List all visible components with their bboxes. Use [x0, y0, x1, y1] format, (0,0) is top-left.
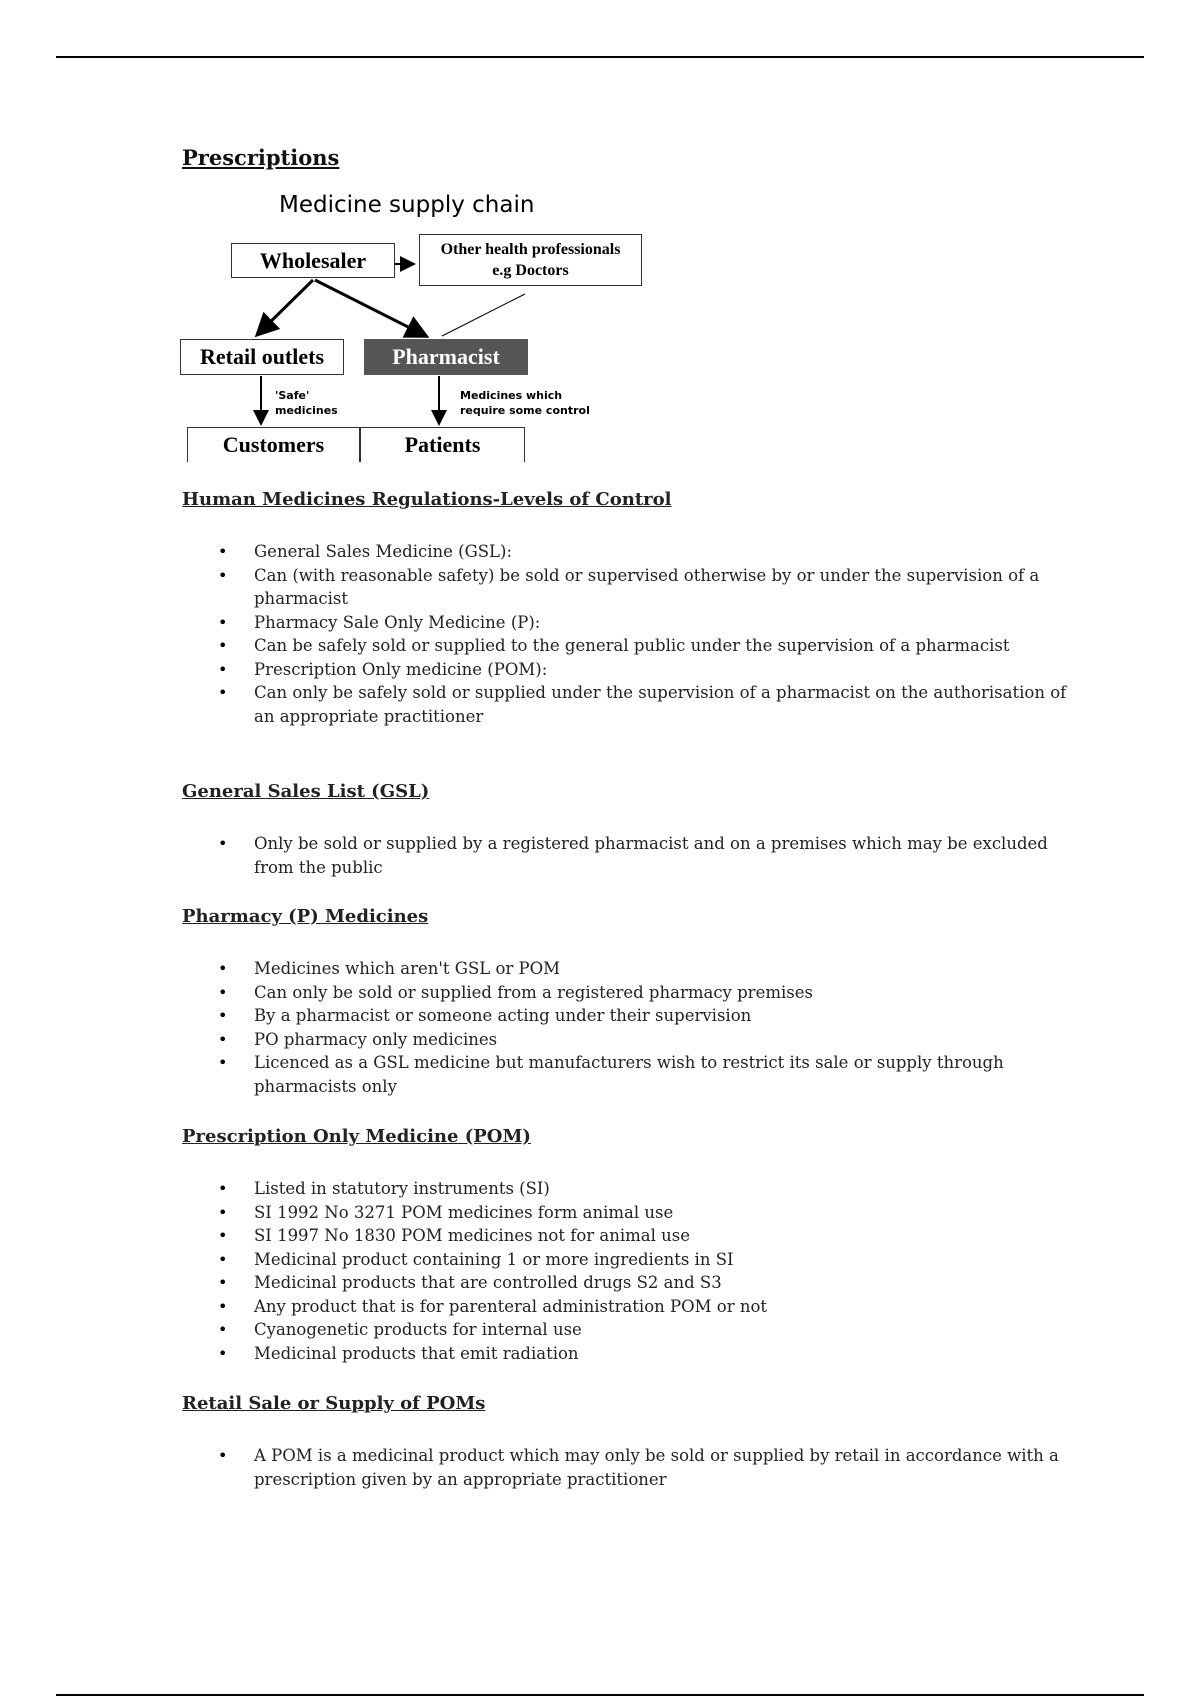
section-heading: Pharmacy (P) Medicines [182, 906, 429, 927]
list-item: • Prescription Only medicine (POM): [182, 658, 1082, 682]
list-item: • SI 1992 No 3271 POM medicines form animal use [182, 1201, 1082, 1225]
bullet-list [182, 832, 1082, 879]
control-medicines-label [460, 388, 590, 418]
other-professionals-line1: Other health professionals [440, 241, 621, 258]
list-item: • SI 1997 No 1830 POM medicines not for animal use [182, 1224, 1082, 1248]
bottom-rule [56, 1694, 1144, 1696]
safe-line1: 'Safe' [275, 389, 310, 402]
list-item: • Any product that is for parenteral administration POM or not [182, 1295, 1082, 1319]
other-professionals-box [419, 234, 642, 286]
section-heading: General Sales List (GSL) [182, 781, 430, 802]
section-gsl [182, 780, 1082, 879]
section-pom [182, 1125, 1082, 1365]
list-item: • Can (with reasonable safety) be sold or supervised otherwise by or under the supervision of a pharmacist [182, 564, 1082, 611]
safe-medicines-label [275, 388, 338, 418]
arrow-wholesaler-to-retail [259, 280, 313, 333]
section-heading: Human Medicines Regulations-Levels of Control [182, 489, 672, 510]
list-item: • Pharmacy Sale Only Medicine (P): [182, 611, 1082, 635]
list-item: • Medicinal product containing 1 or more ingredients in SI [182, 1248, 1082, 1272]
diagram-arrows [180, 192, 640, 462]
list-item: • Licenced as a GSL medicine but manufacturers wish to restrict its sale or supply through pharmacists only [182, 1051, 1082, 1098]
list-item: • Can be safely sold or supplied to the general public under the supervision of a pharmacist [182, 634, 1082, 658]
diagram-title: Medicine supply chain [279, 192, 535, 218]
list-item: • General Sales Medicine (GSL): [182, 540, 1082, 564]
wholesaler-box: Wholesaler [231, 243, 395, 278]
list-item: • By a pharmacist or someone acting under their supervision [182, 1004, 1082, 1028]
list-item: • Listed in statutory instruments (SI) [182, 1177, 1082, 1201]
list-item: • Only be sold or supplied by a registered pharmacist and on a premises which may be excluded from the public [182, 832, 1082, 879]
list-item: • Can only be sold or supplied from a registered pharmacy premises [182, 981, 1082, 1005]
supply-chain-diagram [180, 192, 640, 460]
list-item: • Medicinal products that are controlled drugs S2 and S3 [182, 1271, 1082, 1295]
bullet-list [182, 1177, 1082, 1365]
top-rule [56, 56, 1144, 58]
other-professionals-line2: e.g Doctors [492, 262, 569, 279]
safe-line2: medicines [275, 404, 338, 417]
list-item: • A POM is a medicinal product which may only be sold or supplied by retail in accordance with a prescription given by an appropriate practitioner [182, 1444, 1082, 1491]
retail-outlets-box: Retail outlets [180, 339, 344, 375]
section-heading: Prescription Only Medicine (POM) [182, 1126, 531, 1147]
customers-box: Customers [187, 427, 360, 462]
control-line1: Medicines which [460, 389, 563, 402]
list-item: • Can only be safely sold or supplied under the supervision of a pharmacist on the authorisation of an appropriate practitioner [182, 681, 1082, 728]
list-item: • Cyanogenetic products for internal use [182, 1318, 1082, 1342]
list-item: • Medicines which aren't GSL or POM [182, 957, 1082, 981]
patients-box: Patients [360, 427, 525, 462]
bullet-list [182, 1444, 1082, 1491]
list-item: • PO pharmacy only medicines [182, 1028, 1082, 1052]
line-others-to-pharmacist [442, 294, 525, 336]
bullet-list [182, 957, 1082, 1098]
page-title: Prescriptions [182, 145, 340, 170]
section-retail-sale-poms [182, 1392, 1082, 1491]
section-pharmacy-medicines [182, 905, 1082, 1098]
list-item: • Medicinal products that emit radiation [182, 1342, 1082, 1366]
arrow-wholesaler-to-pharmacist [315, 280, 424, 335]
section-heading: Retail Sale or Supply of POMs [182, 1393, 486, 1414]
control-line2: require some control [460, 404, 590, 417]
section-levels-of-control [182, 488, 1082, 728]
pharmacist-box: Pharmacist [364, 339, 528, 375]
bullet-list [182, 540, 1082, 728]
